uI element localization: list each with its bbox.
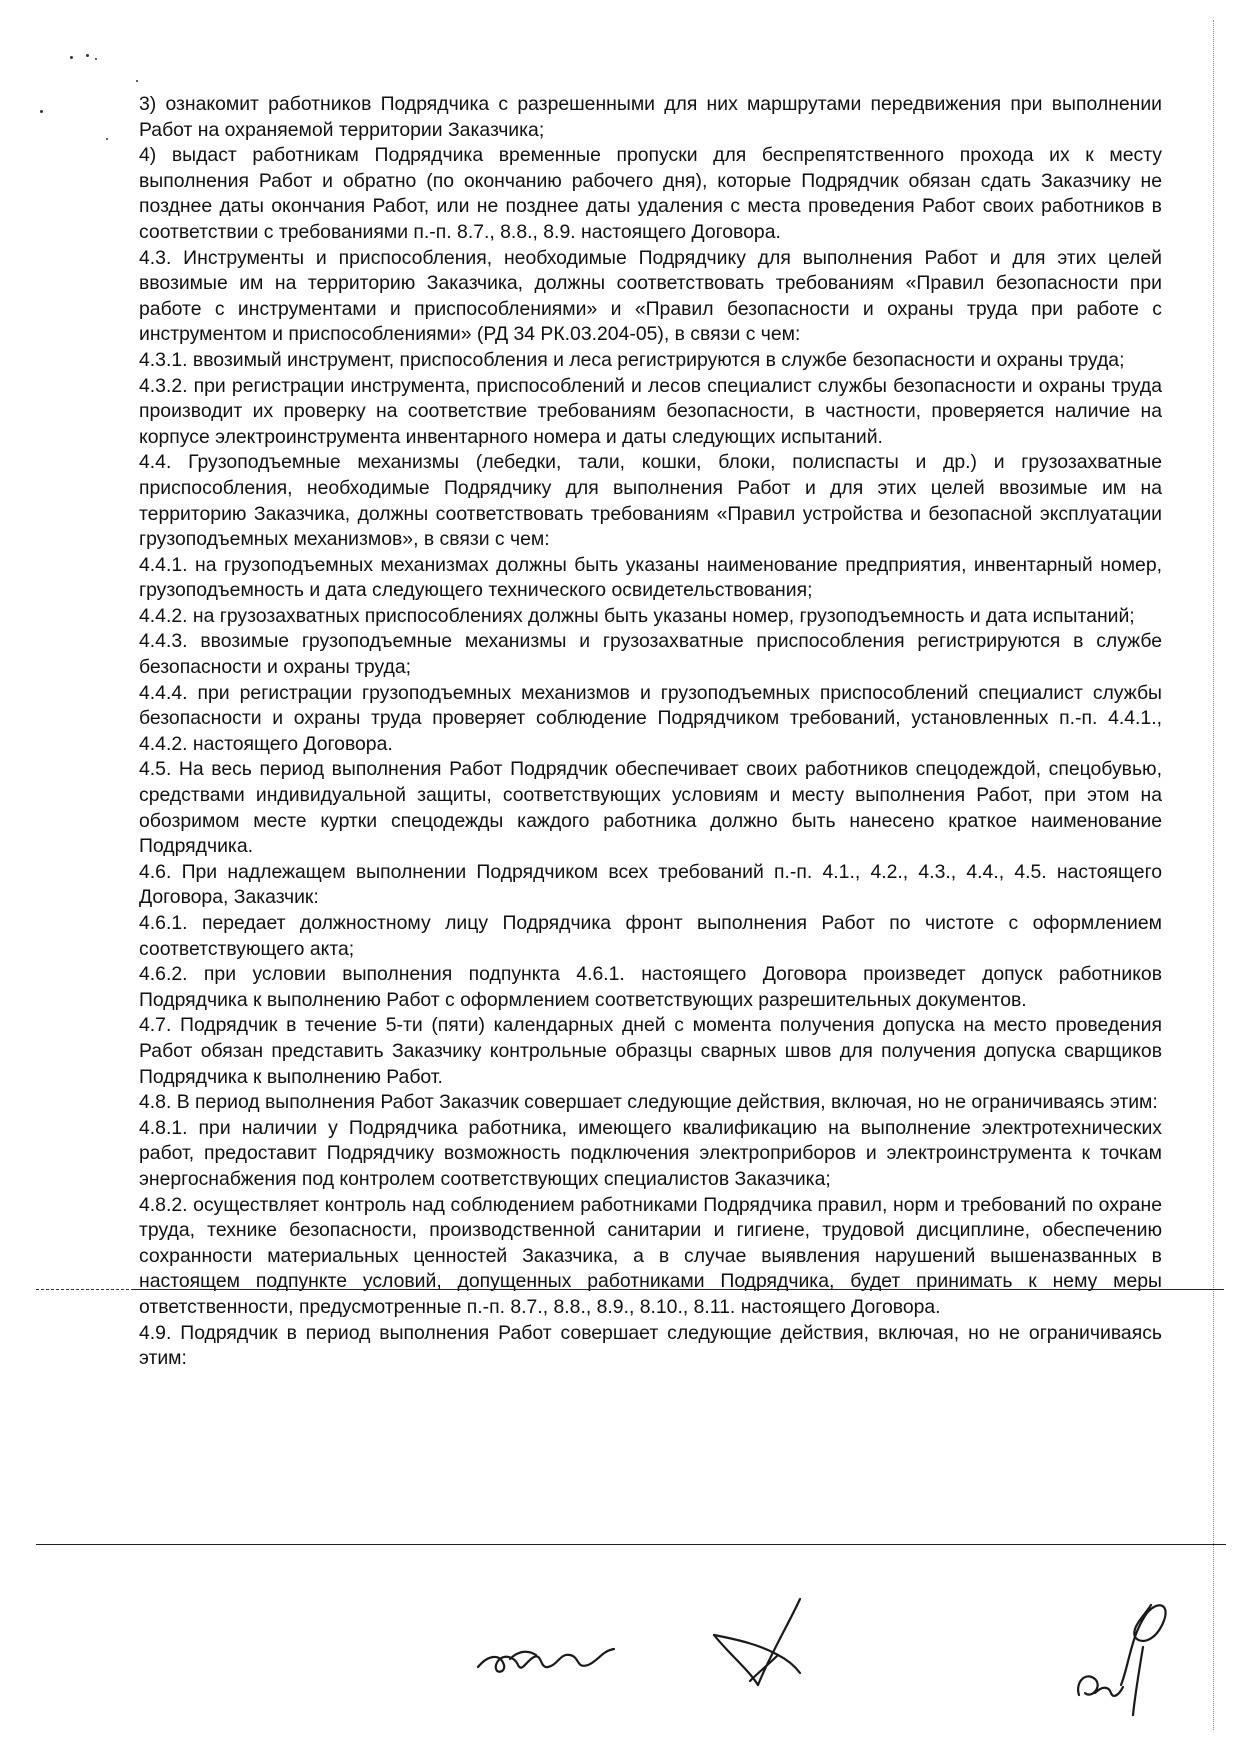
scan-speck xyxy=(136,80,138,82)
paragraph-4-4: 4.4. Грузоподъемные механизмы (лебедки, тали, кошки, блоки, полиспасты и др.) и грузозахватные приспособления, необходимые Подрядчику для выполнения Работ и для этих целей ввозимые им на территорию Заказчика, должны соответствовать требованиям «Правил устройства и безопасной эксплуатации грузоподъемных механизмов», в связи с чем: xyxy=(139,451,1162,551)
paragraph-4-8: 4.8. В период выполнения Работ Заказчик совершает следующие действия, включая, но не ограничиваясь этим: xyxy=(139,1091,1158,1114)
paragraph-4-3: 4.3. Инструменты и приспособления, необходимые Подрядчику для выполнения Работ и для этих целей ввозимые им на территорию Заказчика, должны соответствовать требованиям «Правил безопасности при работе с инструментами и приспособлениями» и «Правил безопасности и охраны труда при работе с инструментом и приспособлениями» (РД 34 РК.03.204-05), в связи с чем: xyxy=(139,246,1162,346)
scan-speck xyxy=(95,58,97,60)
signature-1 xyxy=(470,1625,630,1685)
signature-3 xyxy=(1055,1575,1185,1725)
paragraph-4-7: 4.7. Подрядчик в течение 5-ти (пяти) календарных дней с момента получения допуска на место проведения Работ обязан представить Заказчику контрольные образцы сварных швов для получения допуска сварщиков Подрядчика к выполнению Работ. xyxy=(139,1014,1162,1088)
paragraph-4-4-1: 4.4.1. на грузоподъемных механизмах должны быть указаны наименование предприятия, инвентарный номер, грузоподъемность и дата следующего технического освидетельствования; xyxy=(139,553,1162,602)
paragraph-4-9: 4.9. Подрядчик в период выполнения Работ совершает следующие действия, включая, но не ограничиваясь этим: xyxy=(139,1321,1162,1370)
paragraph-4-5: 4.5. На весь период выполнения Работ Подрядчик обеспечивает своих работников спецодеждой, спецобувью, средствами индивидуальной защиты, соответствующих условиям и месту выполнения Работ, при этом на обозримом месте куртки спецодежды каждого работника должно быть нанесено краткое наименование Подрядчика. xyxy=(139,758,1162,858)
paragraph-4: 4) выдаст работникам Подрядчика временные пропуски для беспрепятственного прохода их к месту выполнения Работ и обратно (по окончанию рабочего дня), которые Подрядчик обязан сдать Заказчику не позднее даты окончания Работ, или не позднее даты удаления с места проведения Работ своих работников в соответствии с требованиями п.-п. 8.7., 8.8., 8.9. настоящего Договора. xyxy=(139,144,1162,243)
paragraph-4-6: 4.6. При надлежащем выполнении Подрядчиком всех требований п.-п. 4.1., 4.2., 4.3., 4.4., 4.5. настоящего Договора, Заказчик: xyxy=(139,860,1162,909)
scan-speck xyxy=(70,56,73,59)
scan-rule-line xyxy=(134,1289,1224,1290)
scan-rule-line xyxy=(36,1544,1226,1545)
paragraph-3: 3) ознакомит работников Подрядчика с разрешенными для них маршрутами передвижения при выполнении Работ на охраняемой территории Заказчика; xyxy=(139,93,1162,141)
paragraph-4-3-2: 4.3.2. при регистрации инструмента, приспособлений и лесов специалист службы безопасности и охраны труда производит их проверку на соответствие требованиям безопасности, в частности, проверяется наличие на корпусе электроинструмента инвентарного номера и даты следующих испытаний. xyxy=(139,374,1162,448)
paragraph-4-4-2: 4.4.2. на грузозахватных приспособлениях должны быть указаны номер, грузоподъемность и дата испытаний; xyxy=(139,604,1135,627)
paragraph-4-6-1: 4.6.1. передает должностному лицу Подрядчика фронт выполнения Работ по чистоте с оформлением соответствующего акта; xyxy=(139,912,1162,960)
paragraph-4-4-4: 4.4.4. при регистрации грузоподъемных механизмов и грузоподъемных приспособлений специалист службы безопасности и охраны труда проверяет соблюдение Подрядчиком требований, установленных п.-п. 4.4.1., 4.4.2. настоящего Договора. xyxy=(139,681,1162,755)
paragraph-4-4-3: 4.4.3. ввозимые грузоподъемные механизмы и грузозахватные приспособления регистрируются в службе безопасности и охраны труда; xyxy=(139,630,1162,679)
scan-dash-line xyxy=(36,1289,134,1290)
scan-speck xyxy=(40,110,43,113)
scan-speck xyxy=(106,138,108,140)
paragraph-4-8-2: 4.8.2. осуществляет контроль над соблюдением работниками Подрядчика правил, норм и требований по охране труда, технике безопасности, производственной санитарии и гигиене, трудовой дисциплине, обеспечению сохранности материальных ценностей Заказчика, а в случае выявления нарушений вышеназванных в настоящем подпункте условий, допущенных работниками Подрядчика, будет принимать к нему меры ответственности, предусмотренные п.-п. 8.7., 8.8., 8.9., 8.10., 8.11. настоящего Договора. xyxy=(139,1193,1162,1318)
scan-speck xyxy=(86,54,89,57)
paragraph-4-6-2: 4.6.2. при условии выполнения подпункта 4.6.1. настоящего Договора произведет допуск работников Подрядчика к выполнению Работ с оформлением соответствующих разрешительных документов. xyxy=(139,963,1162,1011)
paragraph-4-8-1: 4.8.1. при наличии у Подрядчика работника, имеющего квалификацию на выполнение электротехнических работ, предоставит Подрядчику возможность подключения электроприборов и электроинструмента к точкам энергоснабжения под контролем соответствующих специалистов Заказчика; xyxy=(139,1116,1162,1190)
signature-2 xyxy=(700,1585,830,1695)
scan-edge-line xyxy=(1213,20,1214,1730)
document-body xyxy=(139,92,1162,1372)
paragraph-4-3-1: 4.3.1. ввозимый инструмент, приспособления и леса регистрируются в службе безопасности и охраны труда; xyxy=(139,348,1125,371)
